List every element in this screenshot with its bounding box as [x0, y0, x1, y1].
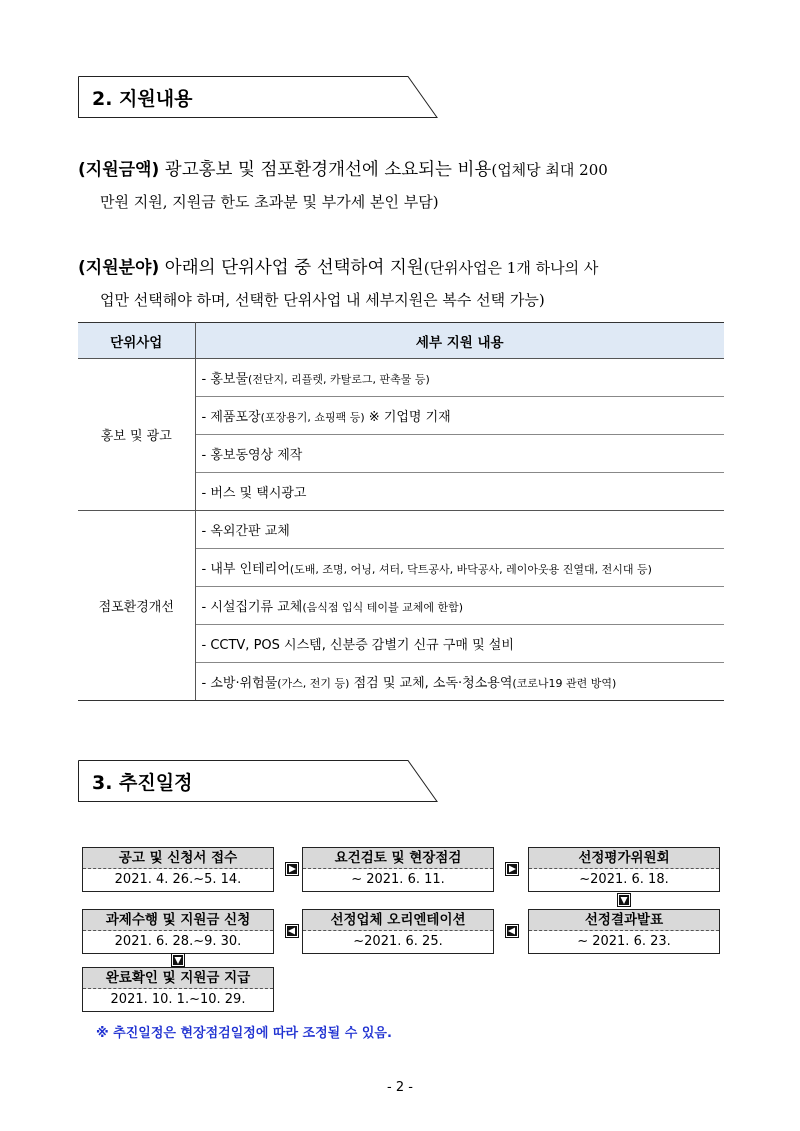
category-store-environment: 점포환경개선 [78, 511, 195, 701]
table-header-row [78, 323, 724, 359]
step-title: 선정평가위원회 [529, 848, 719, 869]
schedule-step-3 [528, 847, 720, 892]
section-2-header [78, 76, 438, 118]
arrow-left-icon [505, 924, 519, 938]
support-field-label: (지원분야) [78, 258, 160, 278]
support-amount-text: 광고홍보 및 점포환경개선에 소요되는 비용 [159, 160, 492, 180]
schedule-step-5 [302, 909, 494, 954]
step-title: 공고 및 신청서 접수 [83, 848, 273, 869]
support-field-paragraph [78, 252, 728, 316]
step-date: ~ 2021. 6. 11. [303, 869, 493, 891]
schedule-note: ※ 추진일정은 현장점검일정에 따라 조정될 수 있음. [96, 1026, 392, 1041]
table-row [78, 359, 724, 397]
step-date: ~2021. 6. 18. [529, 869, 719, 891]
support-amount-paragraph [78, 154, 728, 218]
detail-item: - 시설집기류 교체(음식점 입식 테이블 교체에 한함) [195, 587, 724, 625]
header-detail: 세부 지원 내용 [195, 323, 724, 359]
detail-item: - 홍보동영상 제작 [195, 435, 724, 473]
schedule-step-2 [302, 847, 494, 892]
arrow-right-icon [505, 862, 519, 876]
table-row [78, 511, 724, 549]
schedule-step-7 [82, 967, 274, 1012]
page-number: - 2 - [387, 1080, 413, 1095]
detail-item: - 홍보물(전단지, 리플렛, 카탈로그, 판촉물 등) [195, 359, 724, 397]
step-title: 완료확인 및 지원금 지급 [83, 968, 273, 989]
header-unit-project: 단위사업 [78, 323, 195, 359]
schedule-step-6 [82, 909, 274, 954]
step-date: 2021. 10. 1.~10. 29. [83, 989, 273, 1011]
arrow-down-icon [171, 953, 185, 967]
arrow-left-icon [285, 924, 299, 938]
detail-item: - 내부 인테리어(도배, 조명, 어닝, 셔터, 닥트공사, 바닥공사, 레이아웃용 진열대, 전시대 등) [195, 549, 724, 587]
step-title: 선정결과발표 [529, 910, 719, 931]
section-3-title: 3. 추진일정 [92, 772, 193, 794]
detail-item: - CCTV, POS 시스템, 신분증 감별기 신규 구매 및 설비 [195, 625, 724, 663]
detail-item: - 버스 및 택시광고 [195, 473, 724, 511]
step-date: ~2021. 6. 25. [303, 931, 493, 953]
support-amount-paren: (업체당 최대 200 [491, 161, 608, 179]
section-3-header [78, 760, 438, 802]
step-date: 2021. 4. 26.~5. 14. [83, 869, 273, 891]
category-promotion: 홍보 및 광고 [78, 359, 195, 511]
support-field-line2: 업만 선택해야 하며, 선택한 단위사업 내 세부지원은 복수 선택 가능) [100, 291, 545, 309]
support-field-paren: (단위사업은 1개 하나의 사 [423, 259, 599, 277]
arrow-down-icon [617, 893, 631, 907]
schedule-step-4 [528, 909, 720, 954]
support-field-text: 아래의 단위사업 중 선택하여 지원 [159, 258, 424, 278]
support-amount-line2: 만원 지원, 지원금 한도 초과분 및 부가세 본인 부담) [100, 193, 439, 211]
support-amount-label: (지원금액) [78, 160, 160, 180]
support-table [78, 322, 724, 701]
detail-item: - 제품포장(포장용기, 쇼핑팩 등) ※ 기업명 기재 [195, 397, 724, 435]
step-title: 과제수행 및 지원금 신청 [83, 910, 273, 931]
schedule-step-1 [82, 847, 274, 892]
step-title: 요건검토 및 현장점검 [303, 848, 493, 869]
detail-item: - 소방·위험물(가스, 전기 등) 점검 및 교체, 소독·청소용역(코로나19 관련 방역) [195, 663, 724, 701]
detail-item: - 옥외간판 교체 [195, 511, 724, 549]
step-date: ~ 2021. 6. 23. [529, 931, 719, 953]
arrow-right-icon [285, 862, 299, 876]
step-title: 선정업체 오리엔테이션 [303, 910, 493, 931]
step-date: 2021. 6. 28.~9. 30. [83, 931, 273, 953]
section-2-title: 2. 지원내용 [92, 88, 193, 110]
